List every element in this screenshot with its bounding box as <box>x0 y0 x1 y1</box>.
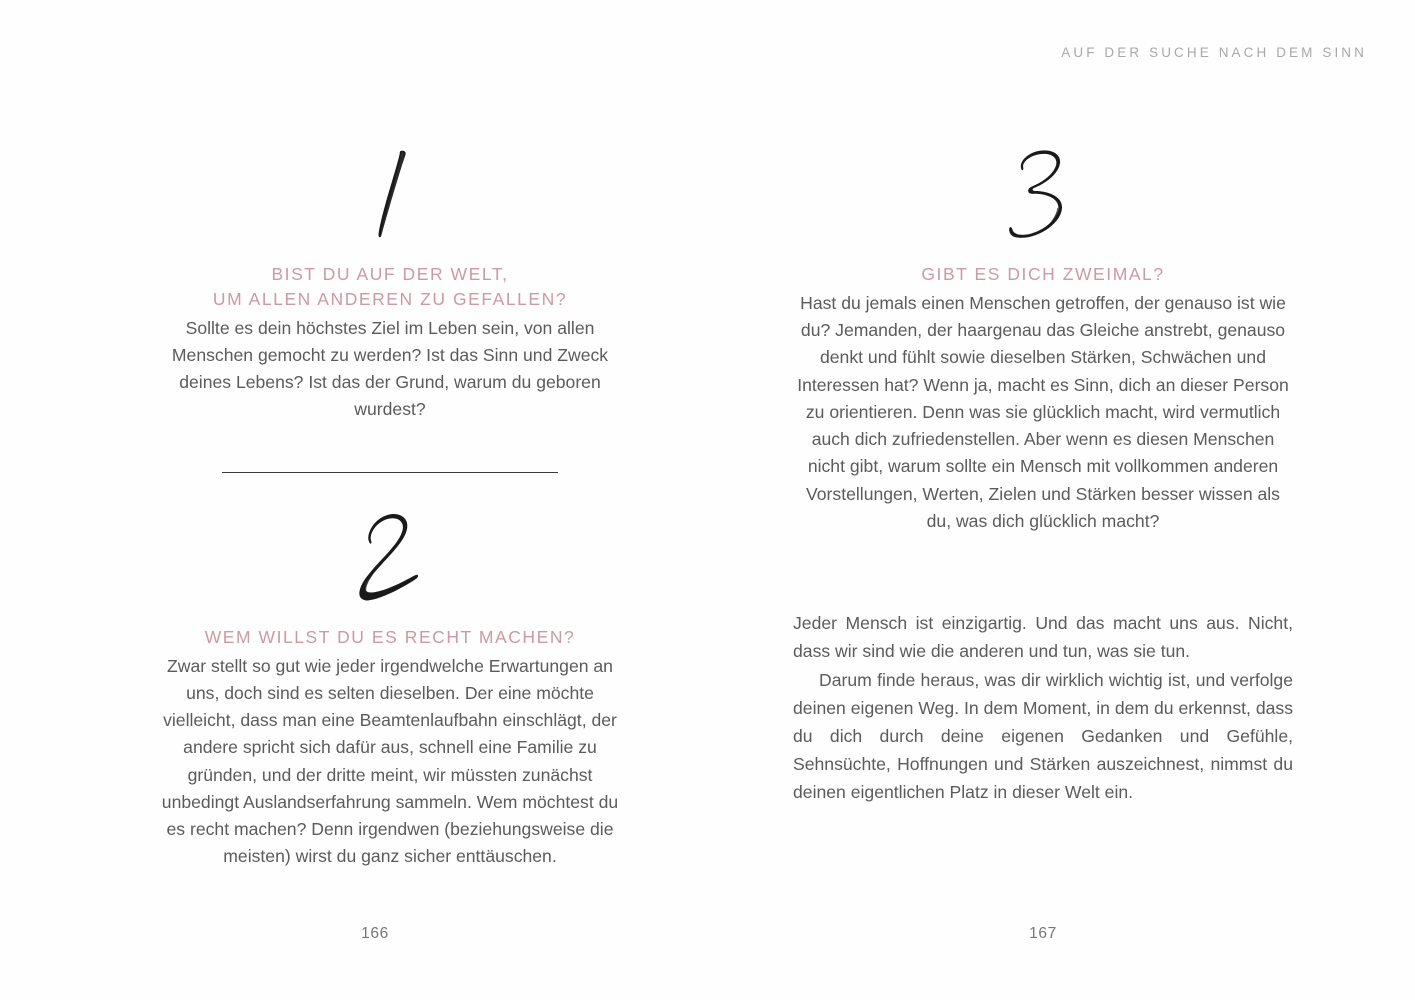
closing-paragraphs <box>793 609 1293 806</box>
section-one-heading <box>140 262 640 312</box>
section-two-body: Zwar stellt so gut wie jeder irgendwelche Erwartungen an uns, doch sind es selten dieselben. Der eine möchte vielleicht, dass man eine Beamtenlaufbahn einschlägt, der andere spricht sich dafür aus, schnell eine Familie zu gründen, und der dritte meint, wir müssten zunächst unbedingt Auslandserfahrung sammeln. Wem möchtest du es recht machen? Denn irgendwen (beziehungsweise die meisten) wirst du ganz sicher enttäuschen. <box>161 655 619 867</box>
closing-paragraph-2: Darum finde heraus, was dir wirklich wichtig ist, und verfolge deinen eigenen Weg. In dem Moment, in dem du erkennst, dass du dich durch deine eigenen Gedanken und Gefühle, Sehnsüchte, Hoffnungen und Stärken auszeichnest, nimmst du deinen eigentlichen Platz in dieser Welt ein. <box>793 669 1293 803</box>
folio-left: 166 <box>361 925 389 942</box>
section-three <box>793 140 1293 535</box>
section-divider-rule <box>222 472 558 473</box>
section-three-heading-line-1: GIBT ES DICH ZWEIMAL? <box>921 264 1165 284</box>
closing-paragraph-1: Jeder Mensch ist einzigartig. Und das macht uns aus. Nicht, dass wir sind wie die anderen und tun, was sie tun. <box>793 613 1293 662</box>
section-one-body: Sollte es dein höchstes Ziel im Leben sein, von allen Menschen gemocht zu werden? Ist das Sinn und Zweck deines Lebens? Ist das der Grund, warum du geboren wurdest? <box>171 317 609 420</box>
left-page-column <box>140 140 640 871</box>
section-two-heading-line-1: WEM WILLST DU ES RECHT MACHEN? <box>204 626 576 647</box>
brush-numeral-one-icon <box>140 140 640 240</box>
brush-numeral-three-icon <box>793 140 1293 240</box>
section-one-heading-line-2: UM ALLEN ANDEREN ZU GEFALLEN? <box>212 288 568 309</box>
section-two <box>140 503 640 871</box>
section-three-body: Hast du jemals einen Menschen getroffen, der genauso ist wie du? Jemanden, der haargenau das Gleiche anstrebt, genauso denkt und fühlt sowie dieselben Stärken, Schwächen und Interessen hat? Wenn ja, macht es Sinn, dich an dieser Person zu orientieren. Denn was sie glücklich macht, wird vermutlich auch dich zufriedenstellen. Aber wenn es diesen Menschen nicht gibt, warum sollte ein Mensch mit vollkommen anderen Vorstellungen, Werten, Zielen und Stärken besser wissen als du, was dich glücklich macht? <box>797 292 1289 531</box>
section-one-heading-line-1: BIST DU AUF DER WELT, <box>271 264 509 284</box>
running-head: AUF DER SUCHE NACH DEM SINN <box>1061 45 1367 60</box>
section-two-heading <box>140 625 640 650</box>
folio-right: 167 <box>1029 925 1057 942</box>
section-one <box>140 140 640 424</box>
brush-numeral-two-icon <box>140 503 640 603</box>
right-page-column <box>793 140 1293 806</box>
section-three-heading <box>793 262 1293 287</box>
